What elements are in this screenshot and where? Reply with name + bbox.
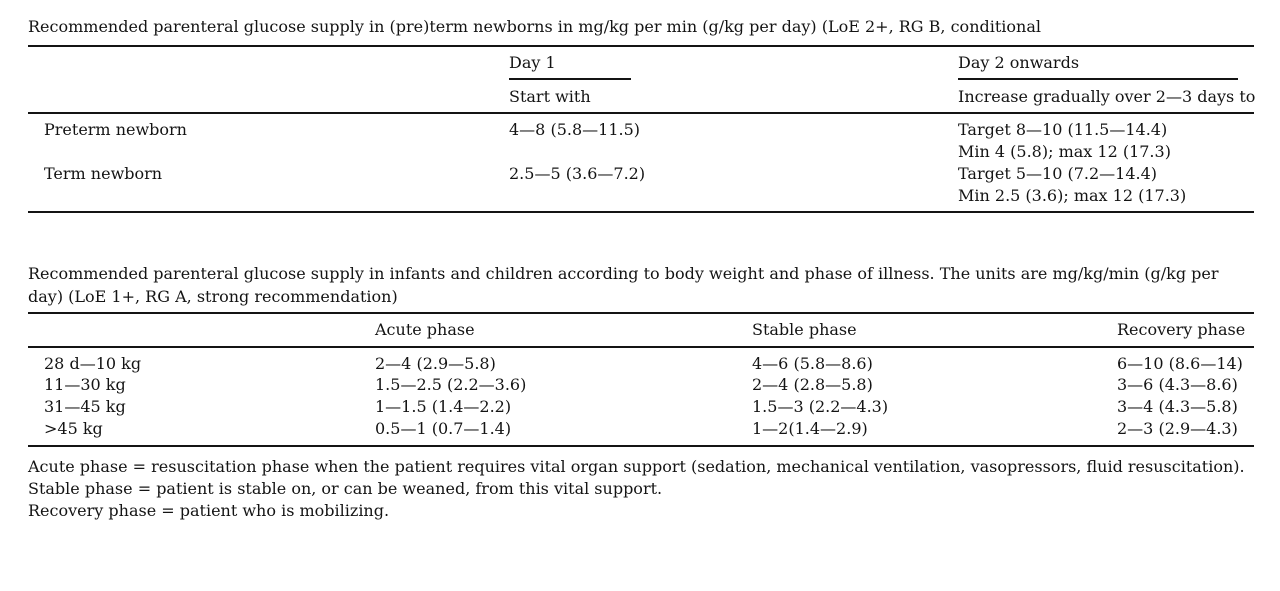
table1-row-day2-target: Target 5—10 (7.2—14.4)	[958, 164, 1158, 183]
table1-top-rule	[28, 45, 1254, 47]
table2-row-weight: 11—30 kg	[44, 375, 126, 394]
table2-row-recovery: 6—10 (8.6—14)	[1117, 354, 1243, 373]
table1-row-day2-range: Min 2.5 (3.6); max 12 (17.3)	[958, 186, 1187, 205]
table2-row-acute: 2—4 (2.9—5.8)	[375, 354, 496, 373]
table2-row-acute: 1.5—2.5 (2.2—3.6)	[375, 375, 527, 394]
table2-header-rule	[28, 346, 1254, 348]
table1-row-day2-range: Min 4 (5.8); max 12 (17.3)	[958, 142, 1171, 161]
table1-row-label: Term newborn	[44, 164, 163, 183]
table2-header-acute: Acute phase	[375, 320, 475, 339]
table2-caption: Recommended parenteral glucose supply in infants and children according to body weight and phase of illness. The units are mg/kg/min (g/kg per day) (LoE 1+, RG A, strong recommendation)	[28, 264, 1219, 306]
table2-row-stable: 1—2(1.4—2.9)	[752, 419, 868, 438]
table2-row-weight: >45 kg	[44, 419, 103, 438]
table1-day2-subrule	[958, 78, 1238, 80]
table2-row-recovery: 3—6 (4.3—8.6)	[1117, 375, 1238, 394]
table2-row-weight: 28 d—10 kg	[44, 354, 142, 373]
table2-row-stable: 4—6 (5.8—8.6)	[752, 354, 873, 373]
footnote-stable-phase: Stable phase = patient is stable on, or can be weaned, from this vital support.	[28, 479, 663, 498]
footnote-acute-phase: Acute phase = resuscitation phase when the patient requires vital organ support (sedation, mechanical ventilation, vasopressors, fluid resuscitation).	[28, 457, 1245, 476]
table1-header-rule	[28, 112, 1254, 114]
table2-row-stable: 1.5—3 (2.2—4.3)	[752, 397, 889, 416]
table1-header-day2: Day 2 onwards	[958, 53, 1080, 72]
table1-row-label: Preterm newborn	[44, 120, 187, 139]
table1-header-day1: Day 1	[509, 53, 556, 72]
table2-row-weight: 31—45 kg	[44, 397, 126, 416]
table1-header-increase: Increase gradually over 2—3 days to	[958, 87, 1256, 106]
table1-row-day1: 2.5—5 (3.6—7.2)	[509, 164, 646, 183]
table1-day1-subrule	[509, 78, 631, 80]
table2-row-acute: 0.5—1 (0.7—1.4)	[375, 419, 512, 438]
table1-row-day1: 4—8 (5.8—11.5)	[509, 120, 640, 139]
table2-bottom-rule	[28, 445, 1254, 447]
table2-row-recovery: 3—4 (4.3—5.8)	[1117, 397, 1238, 416]
table1-header-start-with: Start with	[509, 87, 591, 106]
table2-row-stable: 2—4 (2.8—5.8)	[752, 375, 873, 394]
table2-header-recovery: Recovery phase	[1117, 320, 1246, 339]
footnote-recovery-phase: Recovery phase = patient who is mobilizing.	[28, 501, 390, 520]
table2-top-rule	[28, 312, 1254, 314]
table2-row-recovery: 2—3 (2.9—4.3)	[1117, 419, 1238, 438]
table2-row-acute: 1—1.5 (1.4—2.2)	[375, 397, 512, 416]
table1-caption: Recommended parenteral glucose supply in (pre)term newborns in mg/kg per min (g/kg per day) (LoE 2+, RG B, conditional	[28, 17, 1041, 36]
table2-header-stable: Stable phase	[752, 320, 857, 339]
table1-bottom-rule	[28, 211, 1254, 213]
table1-row-day2-target: Target 8—10 (11.5—14.4)	[958, 120, 1168, 139]
